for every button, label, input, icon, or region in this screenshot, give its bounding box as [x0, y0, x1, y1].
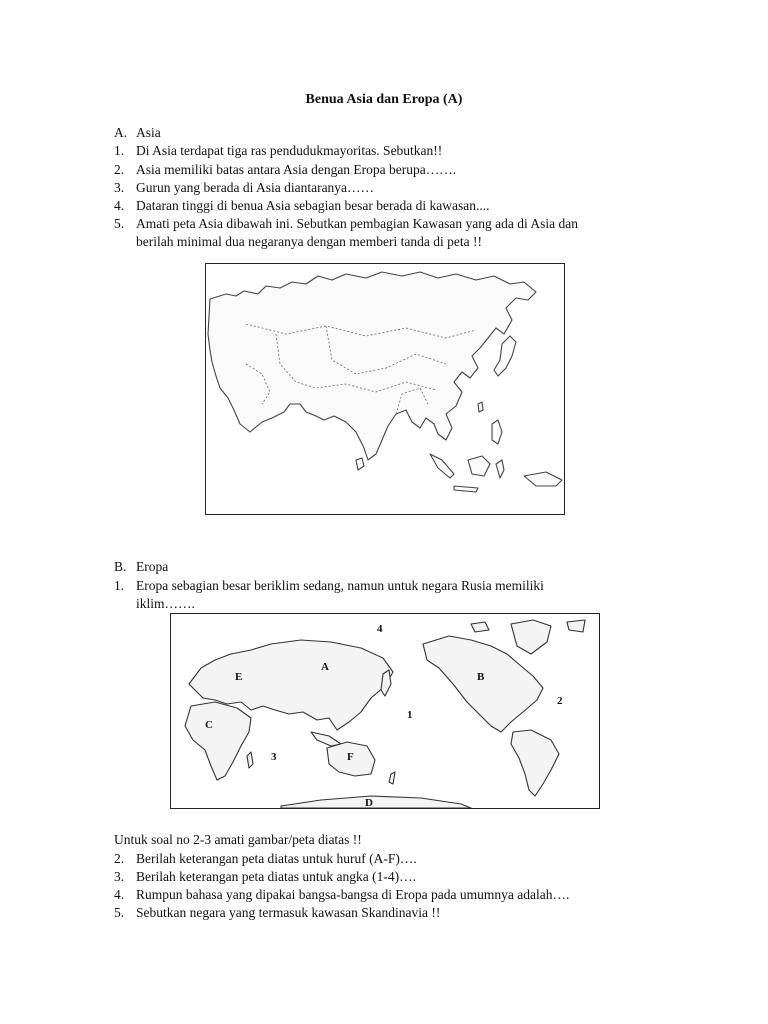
antarctica-landmass	[281, 796, 471, 808]
question-number: 1.	[114, 578, 125, 593]
question-text: Asia memiliki batas antara Asia dengan Eropa berupa…….	[136, 162, 457, 177]
world-map-drawing	[171, 614, 599, 808]
indonesia-island	[311, 732, 341, 746]
question-text: Di Asia terdapat tiga ras pendudukmayoritas. Sebutkan!!	[136, 143, 443, 158]
sri-lanka-island	[356, 458, 364, 470]
map-label-E: E	[235, 671, 243, 683]
question-number: 4.	[114, 198, 125, 213]
section-a-letter: A.	[114, 125, 128, 140]
page-title: Benua Asia dan Eropa (A)	[305, 92, 463, 107]
sumatra-island	[430, 454, 454, 478]
question-text: Berilah keterangan peta diatas untuk angka (1-4)….	[136, 869, 417, 884]
section-b-letter: B.	[114, 559, 127, 574]
asia-map	[205, 263, 565, 515]
japan-island	[381, 670, 391, 696]
philippines-island	[492, 420, 502, 444]
question-text: Dataran tinggi di benua Asia sebagian besar berada di kawasan....	[136, 198, 490, 213]
question-text-continued: berilah minimal dua negaranya dengan memberi tanda di peta !!	[136, 234, 482, 249]
south-america-landmass	[511, 730, 559, 796]
map-label-3: 3	[271, 751, 277, 763]
new-zealand-island	[389, 772, 395, 784]
section-a-heading: Asia	[136, 125, 161, 140]
question-text-continued: iklim…….	[136, 596, 195, 611]
question-text: Rumpun bahasa yang dipakai bangsa-bangsa di Eropa pada umumnya adalah….	[136, 887, 570, 902]
map-label-2: 2	[557, 695, 563, 707]
section-b-heading: Eropa	[136, 559, 169, 574]
question-number: 5.	[114, 905, 125, 920]
borneo-island	[468, 456, 490, 476]
asia-landmass	[208, 272, 536, 460]
instructions-intro: Untuk soal no 2-3 amati gambar/peta diatas !!	[114, 832, 362, 847]
africa-landmass	[185, 702, 251, 780]
question-number: 3.	[114, 180, 125, 195]
map-label-A: A	[321, 661, 329, 673]
question-number: 4.	[114, 887, 125, 902]
world-map	[170, 613, 600, 809]
greenland-landmass	[511, 620, 551, 654]
question-text: Gurun yang berada di Asia diantaranya……	[136, 180, 375, 195]
japan-island	[494, 336, 516, 376]
map-label-4: 4	[377, 623, 383, 635]
question-text: Sebutkan negara yang termasuk kawasan Skandinavia !!	[136, 905, 441, 920]
arctic-island	[471, 622, 489, 632]
map-label-1: 1	[407, 709, 413, 721]
map-label-C: C	[205, 719, 213, 731]
question-text: Eropa sebagian besar beriklim sedang, namun untuk negara Rusia memiliki	[136, 578, 544, 593]
madagascar-island	[247, 752, 253, 768]
question-number: 2.	[114, 162, 125, 177]
arctic-island	[567, 620, 585, 632]
asia-map-drawing	[206, 264, 564, 514]
sulawesi-island	[496, 460, 504, 478]
question-number: 2.	[114, 851, 125, 866]
question-text: Amati peta Asia dibawah ini. Sebutkan pembagian Kawasan yang ada di Asia dan	[136, 216, 579, 231]
java-island	[454, 486, 478, 492]
new-guinea-island	[524, 472, 562, 486]
taiwan-island	[478, 402, 483, 412]
question-number: 3.	[114, 869, 125, 884]
question-text: Berilah keterangan peta diatas untuk huruf (A-F)….	[136, 851, 417, 866]
map-label-D: D	[365, 797, 373, 808]
question-number: 1.	[114, 143, 125, 158]
map-label-B: B	[477, 671, 485, 683]
map-label-F: F	[347, 751, 354, 763]
question-number: 5.	[114, 216, 125, 231]
